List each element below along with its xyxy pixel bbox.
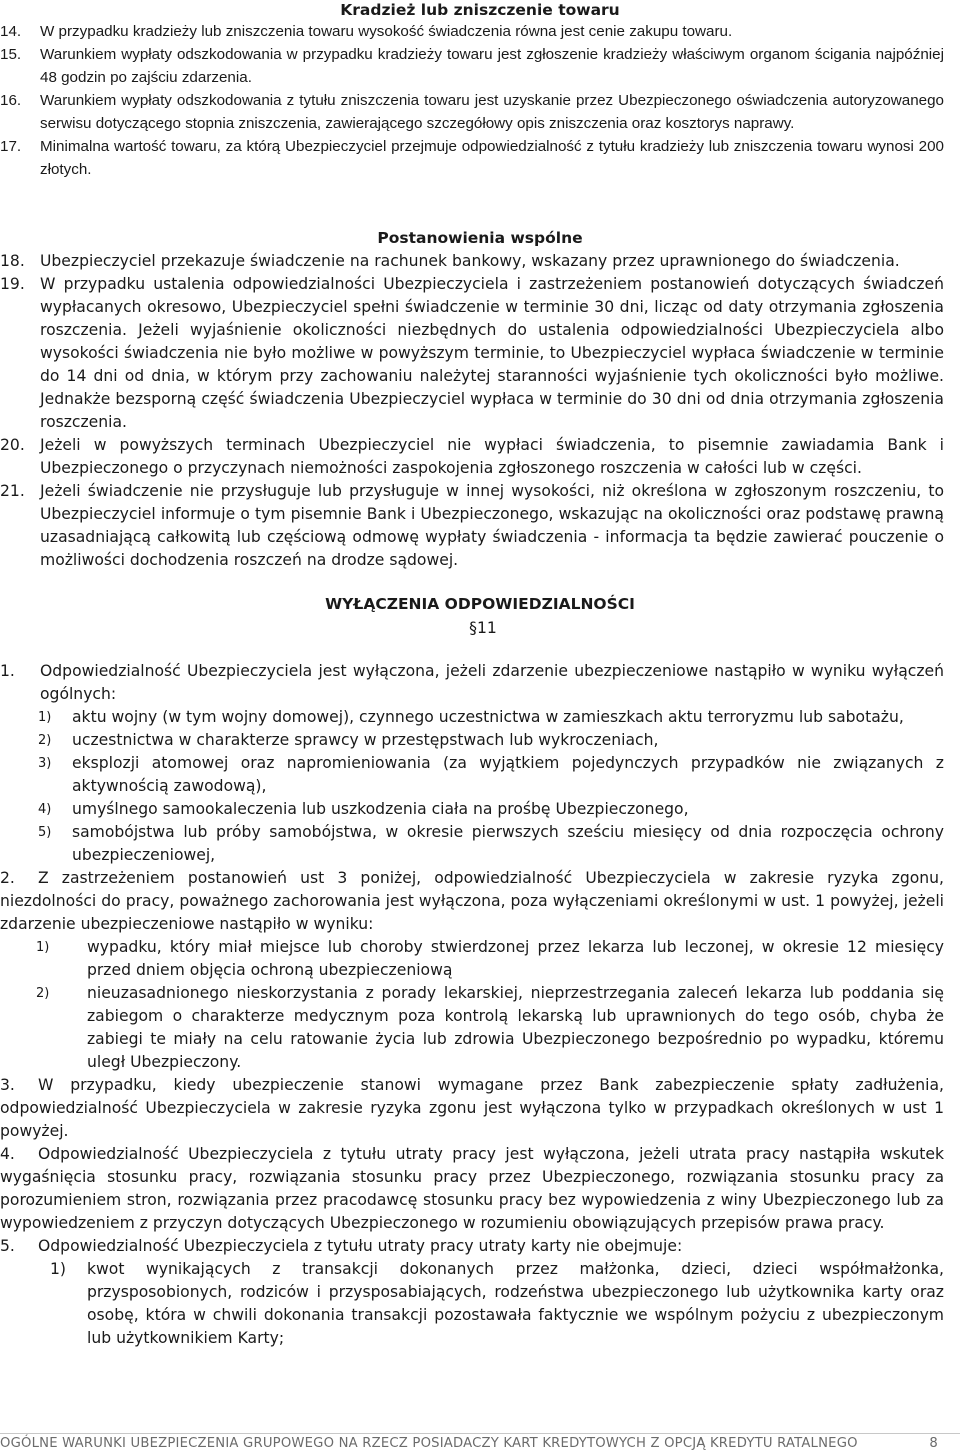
list-item [0,43,960,89]
list-item [0,1235,960,1258]
footer-title: OGÓLNE WARUNKI UBEZPIECZENIA GRUPOWEGO NA RZECZ POSIADACZY KART KREDYTOWYCH Z OPCJĄ KREDYTU RATALNEGO [0,1436,858,1451]
sub-item-number: 2) [38,733,52,748]
page-footer [0,1433,960,1455]
item-text: Odpowiedzialność Ubezpieczyciela jest wyłączona, jeżeli zdarzenie ubezpieczeniowe nastąpiło w wyniku wyłączeń ogólnych: [40,662,944,703]
item-text: Ubezpieczyciel przekazuje świadczenie na rachunek bankowy, wskazany przez uprawnionego do świadczenia. [40,252,900,270]
item-number: 19. [0,275,25,293]
item-text: Jeżeli w powyższych terminach Ubezpieczyciel nie wypłaci świadczenia, to pisemnie zawiadamia Bank i Ubezpieczonego o przyczynach niemożności zaspokojenia zgłoszonego roszczenia w całości lub w części. [40,436,944,477]
item-number: 5. [0,1237,15,1255]
item-number: 4. [0,1145,15,1163]
item-text: Jeżeli świadczenie nie przysługuje lub przysługuje w innej wysokości, niż określona w zgłoszonym roszczeniu, to Ubezpieczyciel informuje o tym pisemnie Bank i Ubezpieczonego, wskazując na okoliczności oraz podstawę prawną uzasadniającą całkowitą lub częściową odmowę wypłaty świadczenia - informacja ta będzie zawierać pouczenie o możliwości dochodzenia roszczeń na drodze sądowej. [40,482,944,569]
item-text: Minimalna wartość towaru, za którą Ubezpieczyciel przejmuje odpowiedzialność z tytułu kradzieży lub zniszczenia towaru wynosi 200 złotych. [40,138,944,178]
item-number: 14. [0,23,22,40]
item-text: W przypadku, kiedy ubezpieczenie stanowi wymagane przez Bank zabezpieczenie spłaty zadłużenia, odpowiedzialność Ubezpieczyciela w zakresie ryzyka zgonu jest wyłączona tylko w przypadkach określonych w ust 1 powyżej. [0,1076,944,1140]
sub-item [0,752,960,798]
section-title-exclusions: WYŁĄCZENIA ODPOWIEDZIALNOŚCI [325,595,635,613]
sub-item [0,706,960,729]
section-common-items [0,250,960,572]
section-title-common: Postanowienia wspólne [377,229,583,247]
list-item [0,1074,960,1143]
list-item [0,434,960,480]
sub-item-number: 5) [38,825,52,840]
section-exclusions-items [0,660,960,1350]
sub-item-text: umyślnego samookaleczenia lub uszkodzenia ciała na prośbę Ubezpieczonego, [72,800,689,818]
item-number: 20. [0,436,25,454]
sub-item-text: kwot wynikających z transakcji dokonanych przez małżonka, dzieci, dzieci współmałżonka, przysposobionych, rodziców i przysposabiających, rodzeństwa ubezpieczonego lub użytkownika karty oraz osobę, która w chwili dokonania transakcji pozostawała faktycznie we wspólnym pożyciu z ubezpieczonym lub użytkownikiem Karty; [87,1260,944,1347]
item-text: Warunkiem wypłaty odszkodowania z tytułu zniszczenia towaru jest uzyskanie przez Ubezpieczonego oświadczenia autoryzowanego serwisu dotyczącego stopnia zniszczenia, zawierającego szczegółowy opis zniszczenia oraz kosztorys naprawy. [40,92,944,132]
item-text: Odpowiedzialność Ubezpieczyciela z tytułu utraty pracy jest wyłączona, jeżeli utrata pracy nastąpiła wskutek wygaśnięcia stosunku pracy, rozwiązania stosunku pracy przez Ubezpieczonego, rozwiązania stosunku pracy za porozumieniem stron, rozwiązania przez pracodawcę stosunku pracy bez wypowiedzenia z winy Ubezpieczonego lub za wypowiedzeniem z przyczyn dotyczących Ubezpieczonego w rozumieniu obowiązujących przepisów prawa pracy. [0,1145,944,1232]
list-item [0,480,960,572]
item-text: Warunkiem wypłaty odszkodowania w przypadku kradzieży towaru jest zgłoszenie kradzieży właściwym organom ścigania najpóźniej 48 godzin po zajściu zdarzenia. [40,46,944,86]
item-text: Z zastrzeżeniem postanowień ust 3 poniżej, odpowiedzialność Ubezpieczyciela w zakresie ryzyka zgonu, niezdolności do pracy, poważnego zachorowania jest wyłączona, poza wyłączeniami określonymi w ust. 1 powyżej, jeżeli zdarzenie ubezpieczeniowe nastąpiło w wyniku: [0,869,944,933]
page-number: 8 [929,1436,938,1451]
list-item [0,250,960,273]
section-theft-items [0,20,960,181]
list-item [0,20,960,43]
item-number: 15. [0,46,22,63]
sub-item-text: wypadku, który miał miejsce lub choroby stwierdzonej przez lekarza lub leczonej, w okresie 12 miesięcy przed dniem objęcia ochroną ubezpieczeniową [87,938,944,979]
list-item [0,1143,960,1235]
sub-item-text: uczestnictwa w charakterze sprawcy w przestępstwach lub wykroczeniach, [72,731,659,749]
list-item [0,89,960,135]
sub-item-text: eksplozji atomowej oraz napromieniowania (za wyjątkiem pojedynczych przypadków nie związanych z aktywnością zawodową), [72,754,944,795]
paragraph-number: §11 [469,619,497,637]
item-number: 18. [0,252,25,270]
sub-item-text: aktu wojny (w tym wojny domowej), czynnego uczestnictwa w zamieszkach aktu terroryzmu lub sabotażu, [72,708,904,726]
section-title-theft: Kradzież lub zniszczenie towaru [340,1,620,19]
sub-item-text: samobójstwa lub próby samobójstwa, w okresie pierwszych sześciu miesięcy od dnia rozpoczęcia ochrony ubezpieczeniowej, [72,823,944,864]
sub-item [0,982,960,1074]
footer-divider [0,1433,960,1434]
item-number: 21. [0,482,25,500]
item-text: W przypadku ustalenia odpowiedzialności Ubezpieczyciela i zastrzeżeniem postanowień dotyczących świadczeń wypłacanych okresowo, Ubezpieczyciel spełni świadczenie w terminie 30 dni, licząc od daty otrzymania zgłoszenia roszczenia. Jeżeli wyjaśnienie okoliczności niezbędnych do ustalenia odpowiedzialności Ubezpieczyciela albo wysokości świadczenia nie było możliwe w powyższym terminie, to Ubezpieczyciel wypłaca świadczenie w terminie do 14 dni od dnia, w którym przy zachowaniu należytej staranności wyjaśnienie tych okoliczności było możliwe. Jednakże bezsporną część świadczenia Ubezpieczyciel wypłaca w terminie do 30 dni od dnia otrzymania zgłoszenia roszczenia. [40,275,944,431]
sub-item [0,798,960,821]
sub-item-number: 1) [36,940,50,955]
sub-item-number: 1) [50,1260,67,1278]
item-number: 16. [0,92,22,109]
item-number: 1. [0,662,15,680]
item-number: 3. [0,1076,15,1094]
sub-item [0,821,960,867]
sub-item [0,1258,960,1350]
item-number: 17. [0,138,22,155]
sub-item-number: 4) [38,802,52,817]
item-text: Odpowiedzialność Ubezpieczyciela z tytułu utraty pracy utraty karty nie obejmuje: [38,1237,683,1255]
sub-item-number: 1) [38,710,52,725]
list-item [0,660,960,706]
list-item [0,273,960,434]
item-text: W przypadku kradzieży lub zniszczenia towaru wysokość świadczenia równa jest cenie zakupu towaru. [40,23,733,40]
sub-item-number: 2) [36,986,50,1001]
sub-item [0,729,960,752]
sub-item-number: 3) [38,756,52,771]
sub-item-text: nieuzasadnionego nieskorzystania z porady lekarskiej, nieprzestrzegania zaleceń lekarza lub poddania się zabiegom o charakterze medycznym poza kontrolą lekarską lub uprawnionych do tego osób, chyba że zabiegi te miały na celu ratowanie życia lub zdrowia Ubezpieczonego bezpośrednio po wypadku, któremu uległ Ubezpieczony. [87,984,944,1071]
item-number: 2. [0,869,15,887]
list-item [0,135,960,181]
list-item [0,867,960,936]
sub-item [0,936,960,982]
